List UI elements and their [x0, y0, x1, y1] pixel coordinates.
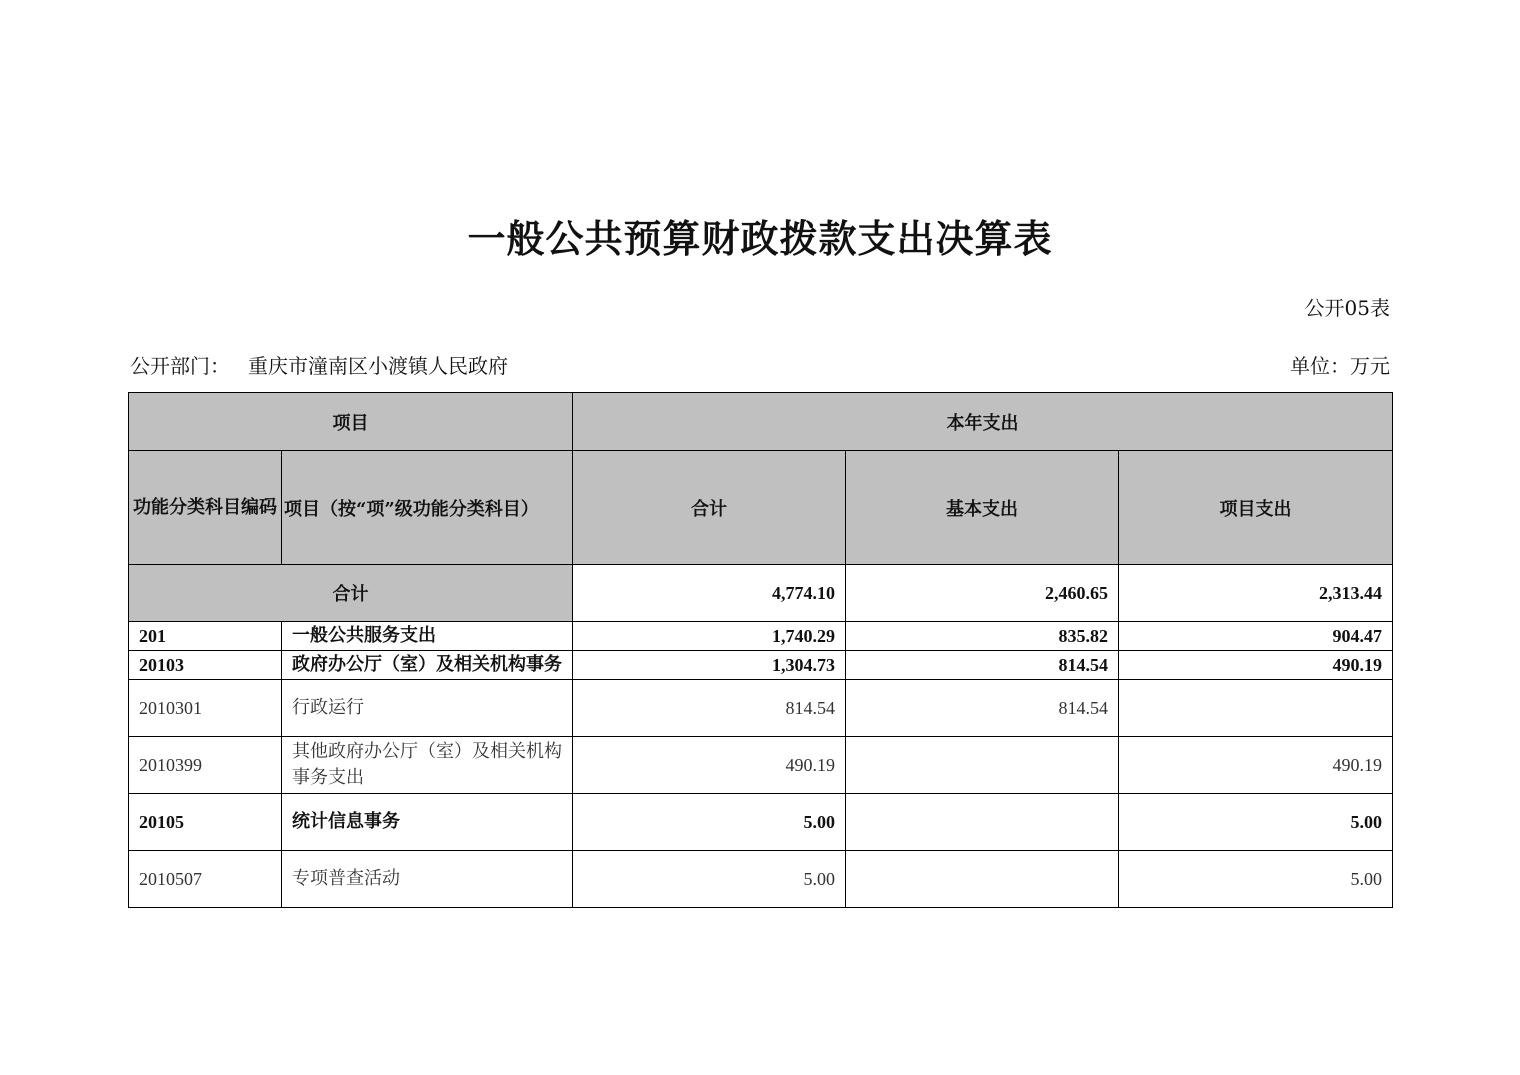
row-project: 5.00 — [1119, 851, 1393, 908]
row-project: 490.19 — [1119, 737, 1393, 794]
total-project: 2,313.44 — [1119, 565, 1393, 622]
row-basic — [846, 737, 1119, 794]
table-row — [129, 794, 1393, 851]
table-row — [129, 651, 1393, 680]
row-total: 814.54 — [573, 680, 846, 737]
row-total: 1,740.29 — [573, 622, 846, 651]
page-title: 一般公共预算财政拨款支出决算表 — [467, 216, 1053, 261]
row-basic: 814.54 — [846, 680, 1119, 737]
table-row — [129, 622, 1393, 651]
row-code: 2010507 — [129, 851, 282, 908]
row-name: 专项普查活动 — [282, 851, 573, 908]
row-name: 政府办公厅（室）及相关机构事务 — [282, 651, 573, 680]
department-name: 重庆市潼南区小渡镇人民政府 — [248, 354, 508, 378]
unit-label: 单位：万元 — [1290, 354, 1390, 378]
row-code: 2010399 — [129, 737, 282, 794]
row-project: 490.19 — [1119, 651, 1393, 680]
header-current-year: 本年支出 — [573, 393, 1393, 451]
row-name: 行政运行 — [282, 680, 573, 737]
row-total: 1,304.73 — [573, 651, 846, 680]
table-row — [129, 680, 1393, 737]
row-code: 201 — [129, 622, 282, 651]
table-row — [129, 737, 1393, 794]
row-code: 2010301 — [129, 680, 282, 737]
row-basic — [846, 851, 1119, 908]
total-row — [129, 565, 1393, 622]
row-basic: 835.82 — [846, 622, 1119, 651]
total-amount: 4,774.10 — [573, 565, 846, 622]
row-project — [1119, 680, 1393, 737]
row-total: 490.19 — [573, 737, 846, 794]
table-row — [129, 851, 1393, 908]
header-row-columns — [129, 451, 1393, 565]
row-basic: 814.54 — [846, 651, 1119, 680]
row-name: 一般公共服务支出 — [282, 622, 573, 651]
row-total: 5.00 — [573, 851, 846, 908]
header-project-column: 项目支出 — [1119, 451, 1393, 565]
row-name: 其他政府办公厅（室）及相关机构事务支出 — [282, 737, 573, 794]
row-code: 20105 — [129, 794, 282, 851]
row-basic — [846, 794, 1119, 851]
row-project: 904.47 — [1119, 622, 1393, 651]
header-project: 项目 — [129, 393, 573, 451]
row-code: 20103 — [129, 651, 282, 680]
row-name: 统计信息事务 — [282, 794, 573, 851]
row-total: 5.00 — [573, 794, 846, 851]
total-basic: 2,460.65 — [846, 565, 1119, 622]
department-line — [130, 350, 508, 379]
total-label: 合计 — [129, 565, 573, 622]
header-total-column: 合计 — [573, 451, 846, 565]
header-row-top — [129, 393, 1393, 451]
header-item-column: 项目（按“项”级功能分类科目） — [282, 451, 573, 565]
budget-table — [128, 392, 1393, 908]
department-label: 公开部门： — [130, 354, 230, 378]
header-code-column: 功能分类科目编码 — [129, 451, 282, 565]
header-basic-column: 基本支出 — [846, 451, 1119, 565]
form-number: 公开05表 — [1304, 296, 1390, 320]
row-project: 5.00 — [1119, 794, 1393, 851]
